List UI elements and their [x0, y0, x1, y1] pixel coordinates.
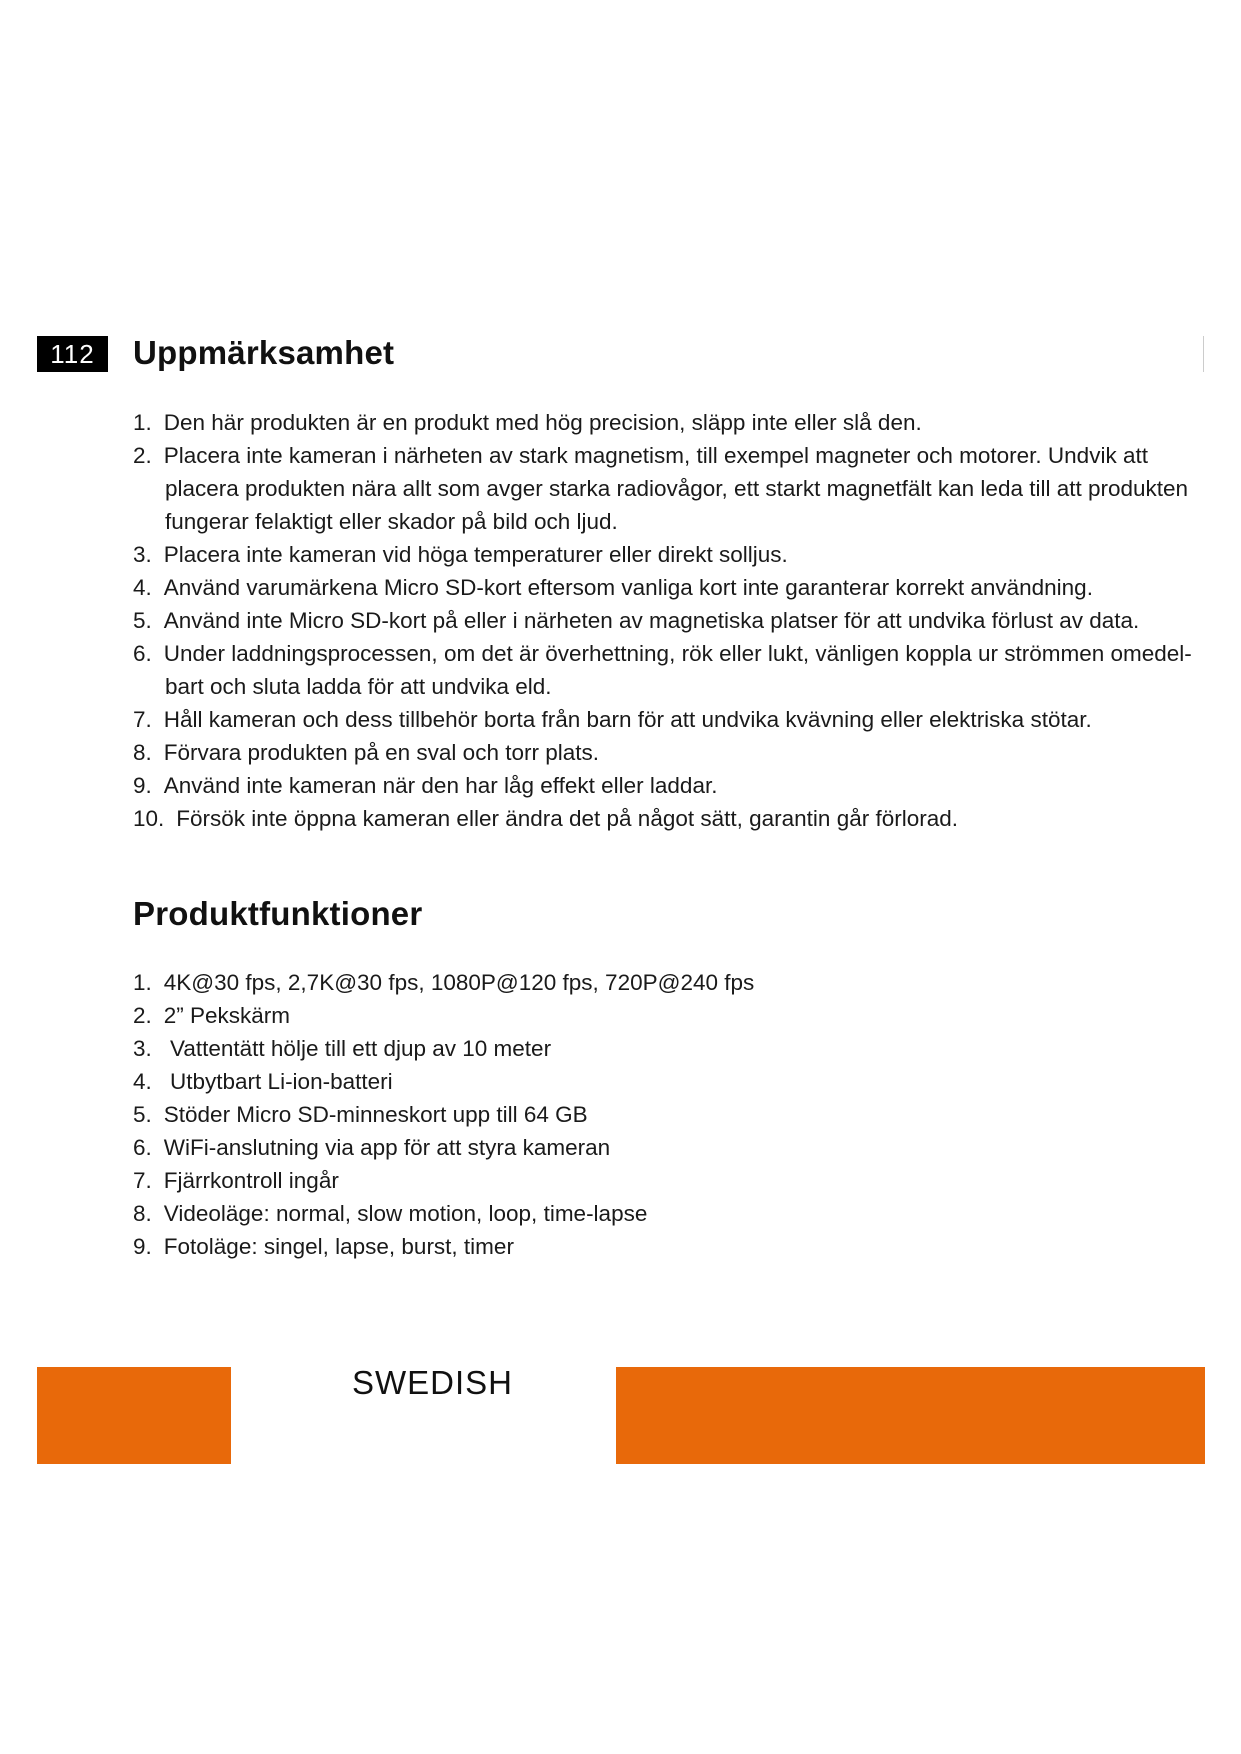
list-item [133, 571, 1163, 604]
list-item-number: 5. [133, 608, 152, 633]
list-item-number: 5. [133, 1102, 152, 1127]
list-item [133, 1131, 933, 1164]
list-item [133, 1032, 933, 1065]
list-item-text: Fjärrkontroll ingår [163, 1168, 339, 1193]
list-item-number: 8. [133, 740, 152, 765]
list-item-text: Använd varumärkena Micro SD-kort eftersom vanliga kort inte garanterar korrekt användning. [163, 575, 1093, 600]
section-title-features: Produktfunktioner [133, 895, 423, 932]
list-item-text: Utbytbart Li-ion-batteri [163, 1069, 393, 1094]
features-list [133, 966, 933, 1263]
list-item [133, 637, 1192, 703]
header-rule [1203, 336, 1204, 372]
list-item-continuation: bart och sluta ladda för att undvika eld. [165, 674, 552, 699]
list-item-number: 6. [133, 1135, 152, 1160]
list-item-number: 4. [133, 1069, 152, 1094]
list-item-number: 7. [133, 1168, 152, 1193]
list-item-text: Placera inte kameran vid höga temperaturer eller direkt solljus. [163, 542, 788, 567]
list-item-number: 7. [133, 707, 152, 732]
footer-bar-right [616, 1367, 1205, 1464]
language-label: SWEDISH [352, 1364, 514, 1401]
list-item-number: 6. [133, 641, 152, 666]
page-number: 112 [37, 336, 108, 372]
list-item [133, 604, 1163, 637]
list-item [133, 769, 1163, 802]
list-item-text: Under laddningsprocessen, om det är överhettning, rök eller lukt, vänligen koppla ur strömmen omedel- [163, 641, 1192, 666]
list-item-text: Försök inte öppna kameran eller ändra det på något sätt, garantin går förlorad. [176, 806, 959, 831]
list-item-number: 2. [133, 1003, 152, 1028]
list-item-text: 2” Pekskärm [163, 1003, 291, 1028]
list-item-number: 9. [133, 1234, 152, 1259]
list-item [133, 1098, 933, 1131]
list-item [133, 1065, 933, 1098]
list-item-number: 2. [133, 443, 152, 468]
list-item-text: Håll kameran och dess tillbehör borta från barn för att undvika kvävning eller elektriska stötar. [163, 707, 1092, 732]
list-item [133, 1197, 933, 1230]
list-item-number: 9. [133, 773, 152, 798]
list-item-continuation: placera produkten nära allt som avger starka radiovågor, ett starkt magnetfält kan leda till att produkten [165, 476, 1189, 501]
list-item-number: 1. [133, 970, 152, 995]
list-item-text: Placera inte kameran i närheten av stark magnetism, till exempel magneter och motorer. Undvik att [163, 443, 1148, 468]
list-item [133, 802, 1163, 835]
list-item-text: Den här produkten är en produkt med hög precision, släpp inte eller slå den. [163, 410, 922, 435]
attention-list [133, 406, 1192, 835]
list-item [133, 439, 1189, 538]
list-item [133, 406, 1163, 439]
list-item-text: Vattentätt hölje till ett djup av 10 meter [163, 1036, 552, 1061]
list-item-number: 8. [133, 1201, 152, 1226]
list-item-text: Videoläge: normal, slow motion, loop, time-lapse [163, 1201, 648, 1226]
list-item [133, 1230, 933, 1263]
list-item-number: 10. [133, 806, 165, 831]
list-item [133, 966, 933, 999]
list-item-number: 3. [133, 1036, 152, 1061]
list-item-text: Stöder Micro SD-minneskort upp till 64 GB [163, 1102, 588, 1127]
list-item-continuation: fungerar felaktigt eller skador på bild och ljud. [165, 509, 618, 534]
list-item-number: 1. [133, 410, 152, 435]
footer-bar-left [37, 1367, 231, 1464]
list-item-text: Använd inte kameran när den har låg effekt eller laddar. [163, 773, 718, 798]
list-item [133, 703, 1163, 736]
list-item-text: Förvara produkten på en sval och torr plats. [163, 740, 599, 765]
section-title-attention: Uppmärksamhet [133, 334, 395, 371]
list-item [133, 1164, 933, 1197]
list-item-number: 4. [133, 575, 152, 600]
list-item [133, 999, 933, 1032]
list-item-text: Använd inte Micro SD-kort på eller i närheten av magnetiska platser för att undvika förlust av data. [163, 608, 1140, 633]
list-item-number: 3. [133, 542, 152, 567]
list-item-text: 4K@30 fps, 2,7K@30 fps, 1080P@120 fps, 720P@240 fps [163, 970, 755, 995]
list-item-text: WiFi-anslutning via app för att styra kameran [163, 1135, 611, 1160]
list-item-text: Fotoläge: singel, lapse, burst, timer [163, 1234, 514, 1259]
list-item [133, 538, 1163, 571]
list-item [133, 736, 1163, 769]
